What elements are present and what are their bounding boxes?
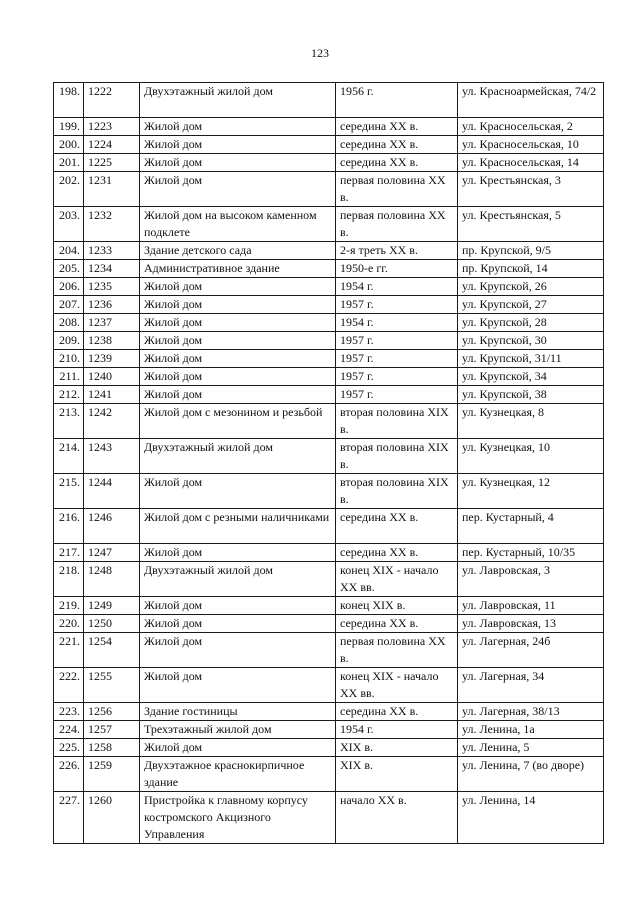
object-address: пер. Кустарный, 4 (458, 509, 604, 544)
row-number: 201. (54, 154, 84, 172)
object-name: Жилой дом (140, 615, 336, 633)
object-name: Здание гостиницы (140, 703, 336, 721)
object-date: первая половина XX в. (336, 207, 458, 242)
object-code: 1249 (84, 597, 140, 615)
object-name: Жилой дом (140, 136, 336, 154)
object-code: 1246 (84, 509, 140, 544)
object-code: 1242 (84, 404, 140, 439)
row-number: 215. (54, 474, 84, 509)
object-date: вторая половина XIX в. (336, 474, 458, 509)
row-number: 210. (54, 350, 84, 368)
object-code: 1240 (84, 368, 140, 386)
object-date: середина XX в. (336, 136, 458, 154)
object-name: Жилой дом (140, 278, 336, 296)
table-row (54, 597, 604, 615)
table-row (54, 136, 604, 154)
row-number: 225. (54, 739, 84, 757)
object-date: 2-я треть XX в. (336, 242, 458, 260)
object-code: 1260 (84, 792, 140, 844)
page-number: 123 (311, 46, 329, 60)
object-address: ул. Крестьянская, 5 (458, 207, 604, 242)
object-address: ул. Кузнецкая, 10 (458, 439, 604, 474)
row-number: 202. (54, 172, 84, 207)
object-address: ул. Лавровская, 13 (458, 615, 604, 633)
table-row (54, 154, 604, 172)
object-address: ул. Крупской, 26 (458, 278, 604, 296)
object-date: середина XX в. (336, 703, 458, 721)
object-date: 1956 г. (336, 83, 458, 118)
object-code: 1224 (84, 136, 140, 154)
object-address: ул. Красносельская, 14 (458, 154, 604, 172)
object-date: конец XIX в. (336, 597, 458, 615)
table-row (54, 721, 604, 739)
row-number: 204. (54, 242, 84, 260)
table-row (54, 703, 604, 721)
table-row (54, 207, 604, 242)
object-code: 1244 (84, 474, 140, 509)
object-date: 1957 г. (336, 296, 458, 314)
table-row (54, 278, 604, 296)
object-name: Двухэтажный жилой дом (140, 562, 336, 597)
object-name: Жилой дом (140, 296, 336, 314)
object-address: ул. Крупской, 27 (458, 296, 604, 314)
object-date: 1954 г. (336, 314, 458, 332)
row-number: 206. (54, 278, 84, 296)
object-address: пр. Крупской, 14 (458, 260, 604, 278)
object-code: 1257 (84, 721, 140, 739)
object-code: 1241 (84, 386, 140, 404)
object-name: Жилой дом (140, 474, 336, 509)
object-name: Двухэтажный жилой дом (140, 83, 336, 118)
object-date: середина XX в. (336, 118, 458, 136)
object-name: Жилой дом с резными наличниками (140, 509, 336, 544)
object-date: 1957 г. (336, 332, 458, 350)
object-name: Жилой дом (140, 386, 336, 404)
object-code: 1256 (84, 703, 140, 721)
row-number: 211. (54, 368, 84, 386)
object-address: ул. Лавровская, 3 (458, 562, 604, 597)
object-code: 1237 (84, 314, 140, 332)
object-address: пр. Крупской, 9/5 (458, 242, 604, 260)
object-address: ул. Ленина, 7 (во дворе) (458, 757, 604, 792)
row-number: 223. (54, 703, 84, 721)
object-name: Жилой дом (140, 332, 336, 350)
object-name: Двухэтажный жилой дом (140, 439, 336, 474)
row-number: 205. (54, 260, 84, 278)
object-address: ул. Крестьянская, 3 (458, 172, 604, 207)
object-date: 1950-е гг. (336, 260, 458, 278)
object-name: Жилой дом (140, 668, 336, 703)
row-number: 218. (54, 562, 84, 597)
object-name: Пристройка к главному корпусу костромского Акцизного Управления (140, 792, 336, 844)
row-number: 216. (54, 509, 84, 544)
object-address: ул. Красноармейская, 74/2 (458, 83, 604, 118)
table-row (54, 668, 604, 703)
object-name: Жилой дом (140, 739, 336, 757)
object-code: 1236 (84, 296, 140, 314)
object-code: 1243 (84, 439, 140, 474)
object-code: 1254 (84, 633, 140, 668)
object-name: Жилой дом (140, 172, 336, 207)
object-code: 1232 (84, 207, 140, 242)
object-name: Жилой дом (140, 350, 336, 368)
object-date: 1954 г. (336, 721, 458, 739)
object-code: 1222 (84, 83, 140, 118)
table-row (54, 739, 604, 757)
object-address: ул. Лавровская, 11 (458, 597, 604, 615)
object-code: 1259 (84, 757, 140, 792)
object-code: 1239 (84, 350, 140, 368)
object-date: вторая половина XIX в. (336, 404, 458, 439)
table-row (54, 509, 604, 544)
object-code: 1231 (84, 172, 140, 207)
table-row (54, 615, 604, 633)
row-number: 226. (54, 757, 84, 792)
object-address: ул. Красносельская, 2 (458, 118, 604, 136)
table-row (54, 172, 604, 207)
object-name: Административное здание (140, 260, 336, 278)
object-code: 1250 (84, 615, 140, 633)
row-number: 208. (54, 314, 84, 332)
table-row (54, 83, 604, 118)
row-number: 214. (54, 439, 84, 474)
row-number: 203. (54, 207, 84, 242)
object-address: ул. Лагерная, 38/13 (458, 703, 604, 721)
row-number: 213. (54, 404, 84, 439)
object-code: 1223 (84, 118, 140, 136)
object-address: ул. Крупской, 28 (458, 314, 604, 332)
table-row (54, 633, 604, 668)
table-row (54, 474, 604, 509)
table-row (54, 368, 604, 386)
object-date: 1957 г. (336, 386, 458, 404)
table-row (54, 386, 604, 404)
object-date: XIX в. (336, 757, 458, 792)
object-date: 1957 г. (336, 350, 458, 368)
object-date: первая половина XX в. (336, 633, 458, 668)
table-row (54, 332, 604, 350)
object-address: ул. Лагерная, 24б (458, 633, 604, 668)
object-address: ул. Крупской, 30 (458, 332, 604, 350)
object-code: 1225 (84, 154, 140, 172)
object-code: 1258 (84, 739, 140, 757)
object-code: 1238 (84, 332, 140, 350)
object-date: XIX в. (336, 739, 458, 757)
object-address: ул. Ленина, 5 (458, 739, 604, 757)
object-name: Трехэтажный жилой дом (140, 721, 336, 739)
table-row (54, 260, 604, 278)
object-name: Жилой дом (140, 597, 336, 615)
object-date: начало XX в. (336, 792, 458, 844)
object-code: 1255 (84, 668, 140, 703)
row-number: 199. (54, 118, 84, 136)
object-date: вторая половина XIX в. (336, 439, 458, 474)
object-date: конец XIX - начало XX вв. (336, 668, 458, 703)
row-number: 222. (54, 668, 84, 703)
object-code: 1235 (84, 278, 140, 296)
table-row (54, 439, 604, 474)
object-name: Здание детского сада (140, 242, 336, 260)
row-number: 200. (54, 136, 84, 154)
object-name: Жилой дом (140, 633, 336, 668)
object-date: середина XX в. (336, 615, 458, 633)
object-date: 1957 г. (336, 368, 458, 386)
row-number: 217. (54, 544, 84, 562)
object-name: Жилой дом (140, 154, 336, 172)
table-row (54, 296, 604, 314)
object-date: 1954 г. (336, 278, 458, 296)
table-row (54, 314, 604, 332)
object-address: ул. Крупской, 34 (458, 368, 604, 386)
table-row (54, 118, 604, 136)
object-name: Жилой дом на высоком каменном подклете (140, 207, 336, 242)
table-row (54, 544, 604, 562)
object-address: ул. Лагерная, 34 (458, 668, 604, 703)
row-number: 224. (54, 721, 84, 739)
object-address: ул. Красносельская, 10 (458, 136, 604, 154)
object-code: 1233 (84, 242, 140, 260)
table-row (54, 757, 604, 792)
table-row (54, 562, 604, 597)
heritage-objects-table (53, 82, 604, 844)
row-number: 212. (54, 386, 84, 404)
object-date: середина XX в. (336, 544, 458, 562)
row-number: 227. (54, 792, 84, 844)
table-row (54, 350, 604, 368)
object-code: 1248 (84, 562, 140, 597)
row-number: 207. (54, 296, 84, 314)
object-date: конец XIX - начало XX вв. (336, 562, 458, 597)
row-number: 221. (54, 633, 84, 668)
object-name: Жилой дом (140, 314, 336, 332)
object-code: 1234 (84, 260, 140, 278)
object-name: Жилой дом (140, 118, 336, 136)
object-name: Жилой дом (140, 544, 336, 562)
row-number: 220. (54, 615, 84, 633)
object-address: ул. Крупской, 38 (458, 386, 604, 404)
row-number: 209. (54, 332, 84, 350)
object-date: середина XX в. (336, 509, 458, 544)
object-address: ул. Кузнецкая, 8 (458, 404, 604, 439)
table-row (54, 404, 604, 439)
object-name: Двухэтажное краснокирпичное здание (140, 757, 336, 792)
table-row (54, 792, 604, 844)
object-address: ул. Кузнецкая, 12 (458, 474, 604, 509)
object-code: 1247 (84, 544, 140, 562)
object-address: ул. Ленина, 1а (458, 721, 604, 739)
object-date: середина XX в. (336, 154, 458, 172)
object-address: ул. Крупской, 31/11 (458, 350, 604, 368)
row-number: 198. (54, 83, 84, 118)
table-row (54, 242, 604, 260)
object-name: Жилой дом с мезонином и резьбой (140, 404, 336, 439)
object-name: Жилой дом (140, 368, 336, 386)
table-body (54, 83, 604, 844)
object-address: ул. Ленина, 14 (458, 792, 604, 844)
object-address: пер. Кустарный, 10/35 (458, 544, 604, 562)
row-number: 219. (54, 597, 84, 615)
object-date: первая половина XX в. (336, 172, 458, 207)
